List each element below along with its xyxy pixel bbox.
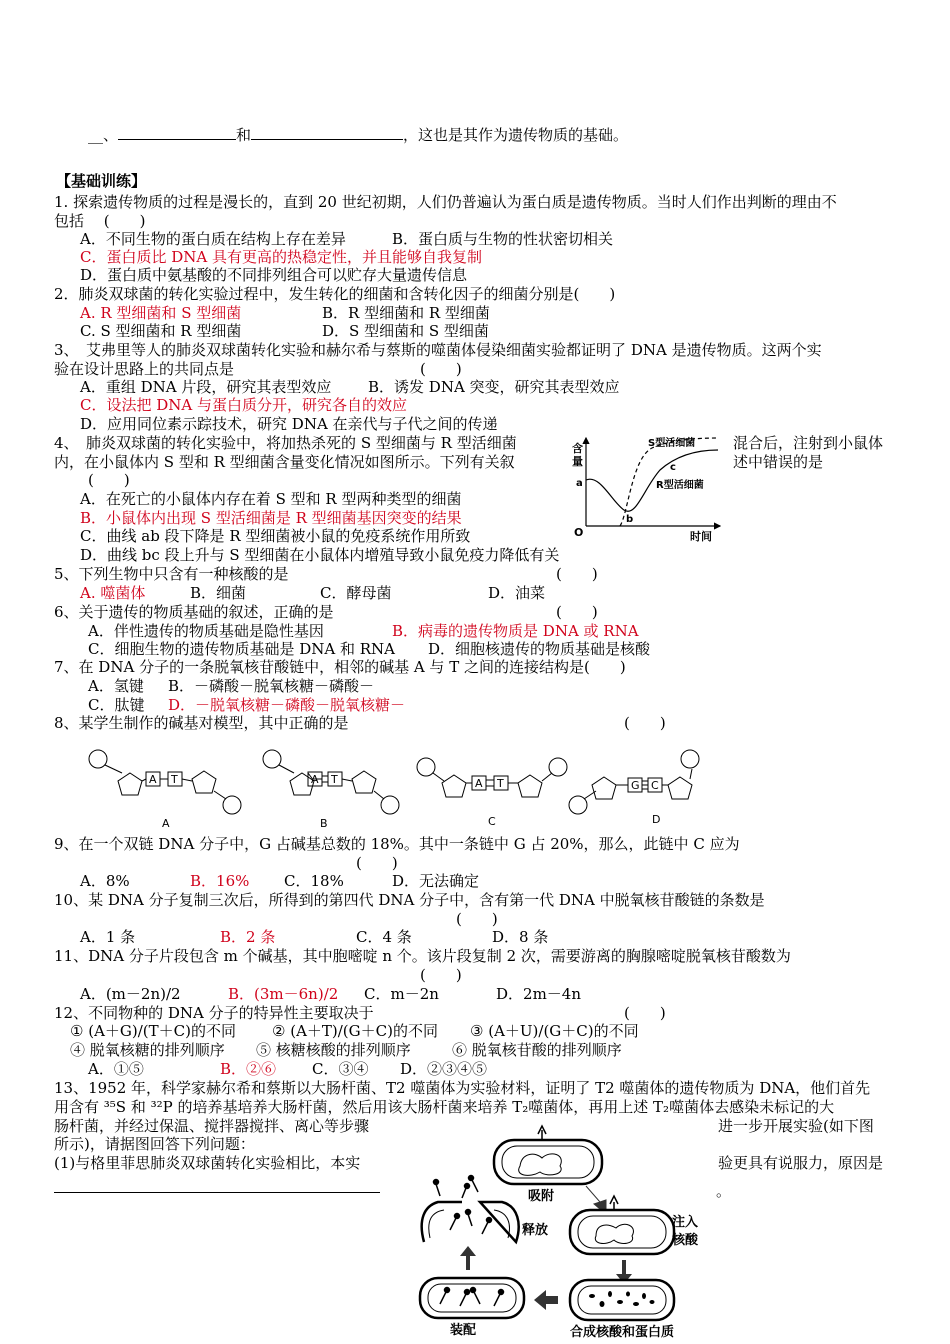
q10-option-c: C．4 条 <box>356 928 412 946</box>
q3-option-b: B．诱发 DNA 突变，研究其表型效应 <box>368 378 620 396</box>
stage-label-release: 释放 <box>522 1223 549 1238</box>
base-letter: T <box>171 773 178 786</box>
base-pair-model-c <box>417 758 567 828</box>
q5-option-b: B．细菌 <box>190 584 247 602</box>
q3-option-d: D．应用同位素示踪技术，研究 DNA 在亲代与子代之间的传递 <box>80 415 498 433</box>
base-letter: T <box>331 773 338 786</box>
model-label: D <box>652 813 661 826</box>
answer-blank[interactable] <box>118 125 236 140</box>
x-axis-label: 时间 <box>690 530 712 543</box>
q12-option-d: D．②③④⑤ <box>400 1060 488 1078</box>
r-curve-label: R型活细菌 <box>656 480 704 491</box>
flow-arrow <box>534 1290 558 1310</box>
q13-text: 肠杆菌，并经过保温、搅拌器搅拌、离心等步骤 <box>54 1117 370 1135</box>
q2-option-c: C. S 型细菌和 R 型细菌 <box>80 322 242 340</box>
section-title: 【基础训练】 <box>56 172 147 190</box>
q6-option-c: C．细胞生物的遗传物质基础是 DNA 和 RNA <box>88 640 396 658</box>
q4-stem: 述中错误的是 <box>733 453 824 471</box>
q9-paren: ( ) <box>356 854 398 872</box>
q11-stem: 11、DNA 分子片段包含 m 个碱基，其中胞嘧啶 n 个。该片段复制 2 次，需要游离的胸腺嘧啶脱氧核苷酸数为 <box>54 947 791 965</box>
q5-stem: 5、下列生物中只含有一种核酸的是 <box>54 565 289 583</box>
q2-option-b: B．R 型细菌和 R 型细菌 <box>322 304 490 322</box>
base-pair-model-d <box>569 750 699 826</box>
base-letter: A <box>149 773 157 786</box>
q12-item: ④ 脱氧核糖的排列顺序 <box>70 1041 225 1059</box>
q12-option-c: C．③④ <box>312 1060 369 1078</box>
q10-option-d: D．8 条 <box>492 928 549 946</box>
q6-option-d: D．细胞核遗传的物质基础是核酸 <box>428 640 651 658</box>
point-c-label: c <box>670 462 676 473</box>
stage-label-inject: 注入 <box>672 1215 699 1230</box>
base-letter: G <box>631 779 640 792</box>
q12-item: ① (A＋G)/(T＋C)的不同 <box>70 1022 236 1040</box>
q6-option-a: A．伴性遗传的物质基础是隐性基因 <box>88 622 324 640</box>
q9-option-c: C．18% <box>284 872 344 890</box>
q13-end-mark: 。 <box>716 1182 732 1200</box>
q13-answer-line <box>54 1178 380 1197</box>
q5-option-a: A. 噬菌体 <box>80 584 146 602</box>
q12-option-b: B．②⑥ <box>220 1060 277 1078</box>
point-a-label: a <box>576 478 583 489</box>
base-letter: A <box>475 777 483 790</box>
q2-option-a: A. R 型细菌和 S 型细菌 <box>80 304 242 322</box>
model-label: C <box>488 815 496 828</box>
release-stage <box>422 1176 548 1243</box>
q4-option-b: B．小鼠体内出现 S 型活细菌是 R 型细菌基因突变的结果 <box>80 509 462 527</box>
q7-option-d: D．－脱氧核糖－磷酸－脱氧核糖－ <box>168 696 406 714</box>
stage-label-adsorb: 吸附 <box>528 1189 555 1204</box>
q4-option-c: C．曲线 ab 段下降是 R 型细菌被小鼠的免疫系统作用所致 <box>80 527 471 545</box>
s-curve-label: S型活细菌 <box>648 438 696 449</box>
q8-paren: ( ) <box>624 714 666 732</box>
q1-option-d: D．蛋白质中氨基酸的不同排列组合可以贮存大量遗传信息 <box>80 266 468 284</box>
q1-stem: 包括 ( ) <box>54 212 146 230</box>
q3-stem: 验在设计思路上的共同点是 <box>54 360 235 378</box>
point-b-label: b <box>626 514 634 525</box>
y-axis-label: 量 <box>572 455 583 468</box>
q3-option-a: A．重组 DNA 片段，研究其表型效应 <box>80 378 332 396</box>
q4-paren: ( ) <box>88 471 130 489</box>
q2-option-d: D．S 型细菌和 S 型细菌 <box>322 322 489 340</box>
q12-option-a: A．①⑤ <box>88 1060 144 1078</box>
q5-paren: ( ) <box>556 565 598 583</box>
q11-option-d: D．2m－4n <box>496 985 581 1003</box>
q4-stem: 混合后，注射到小鼠体 <box>733 434 884 452</box>
q6-paren: ( ) <box>556 603 598 621</box>
q1-option-c: C．蛋白质比 DNA 具有更高的热稳定性，并且能够自我复制 <box>80 248 482 266</box>
q7-option-b: B．－磷酸－脱氧核糖－磷酸－ <box>168 677 375 695</box>
q10-option-b: B．2 条 <box>220 928 276 946</box>
q9-option-b: B．16% <box>190 872 250 890</box>
q12-stem: 12、不同物种的 DNA 分子的特异性主要取决于 <box>54 1004 374 1022</box>
answer-blank[interactable] <box>251 125 403 140</box>
q6-option-b: B．病毒的遗传物质是 DNA 或 RNA <box>392 622 639 640</box>
top-fill-line: __、 和 ，这也是其作为遗传物质的基础。 <box>88 126 629 144</box>
answer-blank[interactable] <box>54 1178 380 1193</box>
q13-sub1: 验更具有说服力，原因是 <box>718 1154 884 1172</box>
q8-stem: 8、某学生制作的碱基对模型，其中正确的是 <box>54 714 349 732</box>
y-axis-label: 含 <box>572 442 583 455</box>
q7-stem: 7、在 DNA 分子的一条脱氧核苷酸链中，相邻的碱基 A 与 T 之间的连接结构是( ) <box>54 658 626 676</box>
stage-label-inject: 核酸 <box>672 1233 699 1248</box>
q9-stem: 9、在一个双链 DNA 分子中，G 占碱基总数的 18%。其中一条链中 G 占 20%，那么，此链中 C 应为 <box>54 835 740 853</box>
model-label: A <box>162 817 170 830</box>
model-label: B <box>320 817 328 830</box>
q5-option-c: C．酵母菌 <box>320 584 392 602</box>
q6-stem: 6、关于遗传的物质基础的叙述，正确的是 <box>54 603 334 621</box>
q13-text: 进一步开展实验(如下图 <box>718 1117 874 1135</box>
base-pair-models <box>80 745 700 830</box>
q11-option-a: A．(m－2n)/2 <box>80 985 181 1003</box>
base-pair-model-a <box>89 750 241 830</box>
q4-option-d: D．曲线 bc 段上升与 S 型细菌在小鼠体内增殖导致小鼠免疫力降低有关 <box>80 546 560 564</box>
q1-option-b: B．蛋白质与生物的性状密切相关 <box>392 230 614 248</box>
q12-paren: ( ) <box>624 1004 666 1022</box>
q3-stem: 3、 艾弗里等人的肺炎双球菌转化实验和赫尔希与蔡斯的噬菌体侵染细菌实验都证明了 DNA 是遗传物质。这两个实 <box>54 341 822 359</box>
q7-option-a: A．氢键 <box>88 677 144 695</box>
q11-option-b: B．(3m－6n)/2 <box>228 985 339 1003</box>
q12-item: ⑤ 核糖核酸的排列顺序 <box>256 1041 411 1059</box>
q11-option-c: C．m－2n <box>364 985 439 1003</box>
q13-text: 用含有 ³⁵S 和 ³²P 的培养基培养大肠杆菌，然后用该大肠杆菌来培养 T₂噬菌体，再用上述 T₂噬菌体去感染未标记的大 <box>54 1098 835 1116</box>
q9-option-a: A．8% <box>80 872 130 890</box>
q11-paren: ( ) <box>420 966 462 984</box>
q13-text: 所示)，请据图回答下列问题： <box>54 1135 255 1153</box>
q4-stem: 内，在小鼠体内 S 型和 R 型细菌含量变化情况如图所示。下列有关叙 <box>54 453 515 471</box>
base-pair-model-b <box>263 750 399 830</box>
q10-option-a: A．1 条 <box>80 928 136 946</box>
base-letter: A <box>311 773 319 786</box>
q13-text: 13、1952 年，科学家赫尔希和蔡斯以大肠杆菌、T2 噬菌体为实验材料，证明了 T2 噬菌体的遗传物质为 DNA，他们首先 <box>54 1079 871 1097</box>
q4-option-a: A．在死亡的小鼠体内存在着 S 型和 R 型两种类型的细菌 <box>80 490 462 508</box>
q12-item: ② (A＋T)/(G＋C)的不同 <box>272 1022 438 1040</box>
q13-sub1: (1)与格里菲思肺炎双球菌转化实验相比，本实 <box>54 1154 361 1172</box>
q3-paren: ( ) <box>420 360 462 378</box>
q5-option-d: D．油菜 <box>488 584 546 602</box>
stage-label-assemble: 装配 <box>450 1323 477 1338</box>
q10-paren: ( ) <box>456 910 498 928</box>
q4-stem: 4、 肺炎双球菌的转化实验中，将加热杀死的 S 型细菌与 R 型活细菌 <box>54 434 517 452</box>
q9-option-d: D．无法确定 <box>392 872 480 890</box>
q7-option-c: C．肽键 <box>88 696 145 714</box>
q12-item: ⑥ 脱氧核苷酸的排列顺序 <box>452 1041 622 1059</box>
flow-arrow <box>460 1246 476 1270</box>
base-letter: C <box>651 779 659 792</box>
adsorption-stage <box>494 1126 602 1204</box>
injection-stage <box>570 1196 699 1254</box>
q10-stem: 10、某 DNA 分子复制三次后，所得到的第四代 DNA 分子中，含有第一代 DNA 中脱氧核苷酸链的条数是 <box>54 891 765 909</box>
bacteria-content-graph <box>560 428 730 546</box>
synthesis-stage <box>570 1280 674 1340</box>
origin-label: O <box>574 526 584 539</box>
stage-label-synth: 合成核酸和蛋白质 <box>570 1325 675 1340</box>
q2-stem: 2．肺炎双球菌的转化实验过程中，发生转化的细菌和含转化因子的细菌分别是( ) <box>54 285 616 303</box>
q1-stem: 1. 探索遗传物质的过程是漫长的，直到 20 世纪初期，人们仍普遍认为蛋白质是遗传物质。当时人们作出判断的理由不 <box>54 193 837 211</box>
assembly-stage <box>420 1278 524 1338</box>
base-letter: T <box>497 777 504 790</box>
phage-cycle-diagram <box>410 1122 710 1340</box>
q3-option-c: C．设法把 DNA 与蛋白质分开，研究各自的效应 <box>80 396 407 414</box>
q1-option-a: A．不同生物的蛋白质在结构上存在差异 <box>80 230 346 248</box>
q12-item: ③ (A＋U)/(G＋C)的不同 <box>470 1022 639 1040</box>
